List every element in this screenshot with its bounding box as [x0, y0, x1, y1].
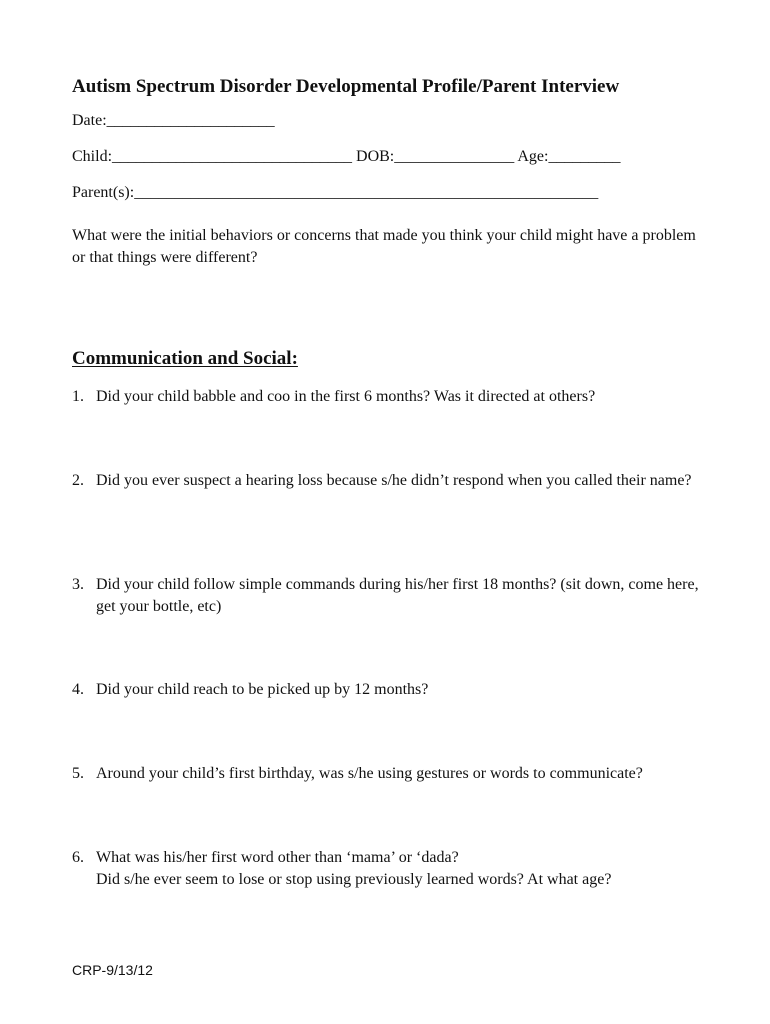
document-title: Autism Spectrum Disorder Developmental Profile/Parent Interview [72, 76, 620, 97]
section-title: Communication and Social: [72, 348, 298, 369]
question-text: Did your child follow simple commands during his/her first 18 months? (sit down, come here, get your bottle, etc) [96, 576, 699, 615]
parents-field: Parent(s):__________________________________________________________ [72, 184, 599, 201]
intro-question: What were the initial behaviors or concerns that made you think your child might have a problem or that things were different? [72, 227, 696, 266]
question-3 [72, 574, 712, 618]
question-number: 5. [72, 765, 84, 782]
question-number: 6. [72, 849, 84, 866]
question-text [96, 847, 712, 891]
question-text: Around your child’s first birthday, was s/he using gestures or words to communicate? [96, 765, 643, 782]
footer-code: CRP-9/13/12 [72, 962, 153, 978]
question-6 [72, 847, 712, 891]
question-text: Did your child reach to be picked up by 12 months? [96, 681, 429, 698]
question-text-line-1: What was his/her first word other than ‘mama’ or ‘dada? [96, 849, 459, 866]
question-number: 2. [72, 472, 84, 489]
question-text: Did your child babble and coo in the first 6 months? Was it directed at others? [96, 388, 596, 405]
child-dob-age-fields: Child:______________________________ DOB:_______________ Age:_________ [72, 148, 621, 165]
question-number: 1. [72, 388, 84, 405]
question-number: 4. [72, 681, 84, 698]
question-text: Did you ever suspect a hearing loss because s/he didn’t respond when you called their name? [96, 472, 692, 489]
question-number: 3. [72, 576, 84, 593]
question-5 [72, 763, 712, 785]
question-2 [72, 470, 712, 492]
date-field: Date:_____________________ [72, 112, 275, 129]
question-4 [72, 679, 712, 701]
question-text-line-2: Did s/he ever seem to lose or stop using previously learned words? At what age? [96, 871, 612, 888]
question-1 [72, 386, 712, 408]
